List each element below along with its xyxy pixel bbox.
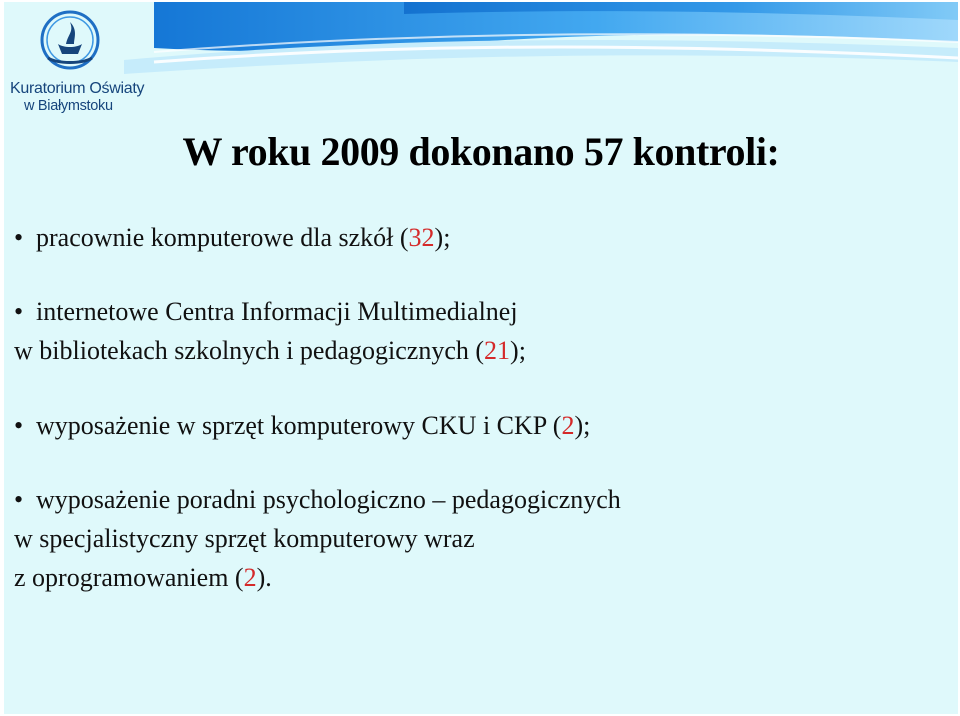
item-text: w bibliotekach szkolnych i pedagogicznych ( <box>14 336 485 365</box>
item-text-end: ); <box>510 336 526 365</box>
list-item-cim <box>14 292 518 331</box>
item-text-end: ); <box>434 223 451 252</box>
page-title: W roku 2009 dokonano 57 kontroli: <box>182 129 780 174</box>
item-text-end: ); <box>574 411 591 440</box>
lamp-emblem-icon <box>8 4 136 84</box>
item-text: wyposażenie w sprzęt komputerowy CKU i CKP ( <box>36 411 562 440</box>
item-count: 32 <box>408 223 435 252</box>
bullet-icon: • <box>14 485 24 514</box>
list-item-poradnie-continuation-1 <box>14 519 475 558</box>
list-item-cku-ckp <box>14 406 590 445</box>
item-text: wyposażenie poradni psychologiczno – pedagogicznych <box>36 485 621 514</box>
bullet-icon: • <box>14 223 24 252</box>
list-item-poradnie-continuation-2 <box>14 558 272 597</box>
kuratorium-logo <box>8 4 145 116</box>
slide <box>4 2 958 714</box>
item-count: 2 <box>561 411 575 440</box>
item-count: 21 <box>484 336 511 365</box>
item-text: internetowe Centra Informacji Multimedialnej <box>36 297 518 326</box>
bullet-icon: • <box>14 411 24 440</box>
item-text: w specjalistyczny sprzęt komputerowy wraz <box>14 524 475 553</box>
list-item-poradnie <box>14 480 621 519</box>
list-item-cim-continuation <box>14 331 526 370</box>
item-count: 2 <box>243 563 257 592</box>
item-text: pracownie komputerowe dla szkół ( <box>36 223 409 252</box>
logo-text-line1: Kuratorium Oświaty <box>10 80 145 97</box>
item-text: z oprogramowaniem ( <box>14 563 244 592</box>
logo-text-line2: w Białymstoku <box>24 98 113 114</box>
item-text-end: ). <box>256 563 272 592</box>
list-item-pracownie <box>14 218 450 257</box>
bullet-icon: • <box>14 297 24 326</box>
header-swoosh-decoration <box>4 2 958 122</box>
